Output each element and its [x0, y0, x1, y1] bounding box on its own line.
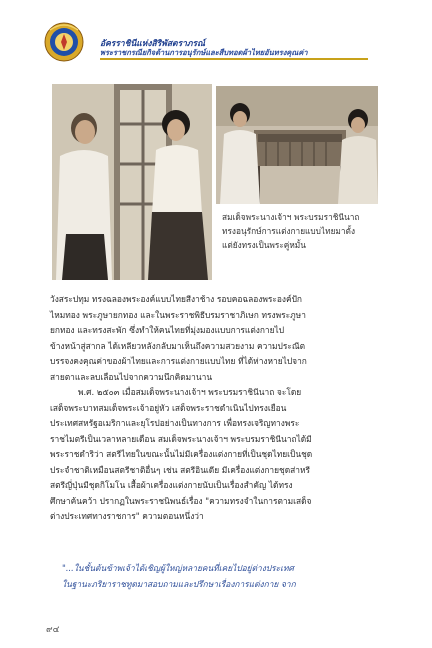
- paragraph-line: พระราชดำริว่า สตรีไทยในขณะนั้นไม่มีเครื่องแต่งกายที่เป็นชุดไทยเป็นชุด: [50, 449, 313, 459]
- quote-line: "...ในชั้นต้นข้าพเจ้าได้เชิญผู้ใหญ่หลายคนที่เคยไปอยู่ต่างประเทศ: [62, 563, 294, 573]
- paragraph-line: ข้างหน้าสู่สากล ได้เหลียวหลังกลับมาเห็นถึงความสวยงาม ความประณีต: [50, 340, 306, 351]
- paragraph-line: ราชไมตรีเป็นเวลาหลายเดือน สมเด็จพระนางเจ้าฯ พระบรมราชินีนาถได้มี: [50, 433, 312, 444]
- page-number: ๙๔: [46, 625, 60, 635]
- paragraph-line: ศึกษาค้นคว้า ปรากฏในพระราชนิพนธ์เรื่อง "ความทรงจำในการตามเสด็จ: [50, 495, 312, 506]
- header-divider: [100, 58, 368, 60]
- paragraph-line: เสด็จพระบาทสมเด็จพระเจ้าอยู่หัว เสด็จพระราชดำเนินไปทรงเยือน: [50, 402, 287, 413]
- paragraph-line: สายตาและลบเลือนไปจากความนึกคิดมานาน: [50, 371, 213, 382]
- paragraph-line: สตรีญี่ปุ่นมีชุดกิโมโน เสื้อผ้าเครื่องแต่งกายนับเป็นเรื่องสำคัญ ได้ทรง: [50, 480, 293, 490]
- paragraph-line: ประจำชาติเหมือนสตรีชาติอื่นๆ เช่น สตรีอินเดีย มีเครื่องแต่งกายชุดส่าหรี: [50, 464, 310, 475]
- paragraph-line: ยกทอง และทรงสะพัก ซึ่งทำให้คนไทยที่มุ่งมองแบบการแต่งกายไป: [50, 325, 285, 335]
- caption-line: แต่ยังทรงเป็นพระคู่หมั้น: [222, 240, 306, 250]
- photo-caption: [222, 210, 382, 252]
- header-title: อัครราชินีแห่งสิริพัสตราภรณ์: [100, 39, 205, 49]
- photo-left: [52, 84, 212, 280]
- header-subtitle: พระราชกรณียกิจด้านการอนุรักษ์และสืบทอดผ้าไทยอันทรงคุณค่า: [100, 48, 308, 57]
- paragraph-line: พ.ศ. ๒๕๐๓ เมื่อสมเด็จพระนางเจ้าฯ พระบรมราชินีนาถ จะโดย: [78, 387, 302, 397]
- royal-emblem-logo: [44, 22, 84, 62]
- photo-right: [216, 86, 378, 204]
- quote-block: [62, 561, 392, 592]
- quote-line: ในฐานะภริยาราชทูตมาสอบถามและปรึกษาเรื่องการแต่งกาย จาก: [62, 578, 296, 589]
- caption-line: ทรงอนุรักษ์การแต่งกายแบบไทยมาตั้ง: [222, 226, 356, 236]
- paragraph-line: ประเทศสหรัฐอเมริกาและยุโรปอย่างเป็นทางการ เพื่อทรงเจริญทางพระ: [50, 418, 300, 428]
- paragraph-line: วังสระปทุม ทรงฉลองพระองค์แบบไทยสีงาช้าง รอบคอฉลองพระองค์ปัก: [50, 294, 302, 304]
- caption-line: สมเด็จพระนางเจ้าฯ พระบรมราชินีนาถ: [222, 212, 360, 222]
- paragraph-line: ไหมทอง พระภูษายกทอง และในพระราชพิธีบรมราชาภิเษก ทรงพระภูษา: [50, 309, 306, 320]
- body-text: [50, 292, 390, 525]
- paragraph-line: บรรจงคงคุณค่าของผ้าไทยและการแต่งกายแบบไทย ที่ได้ห่างหายไปจาก: [50, 356, 307, 366]
- paragraph-line: ต่างประเทศทางราชการ" ความตอนหนึ่งว่า: [50, 511, 204, 521]
